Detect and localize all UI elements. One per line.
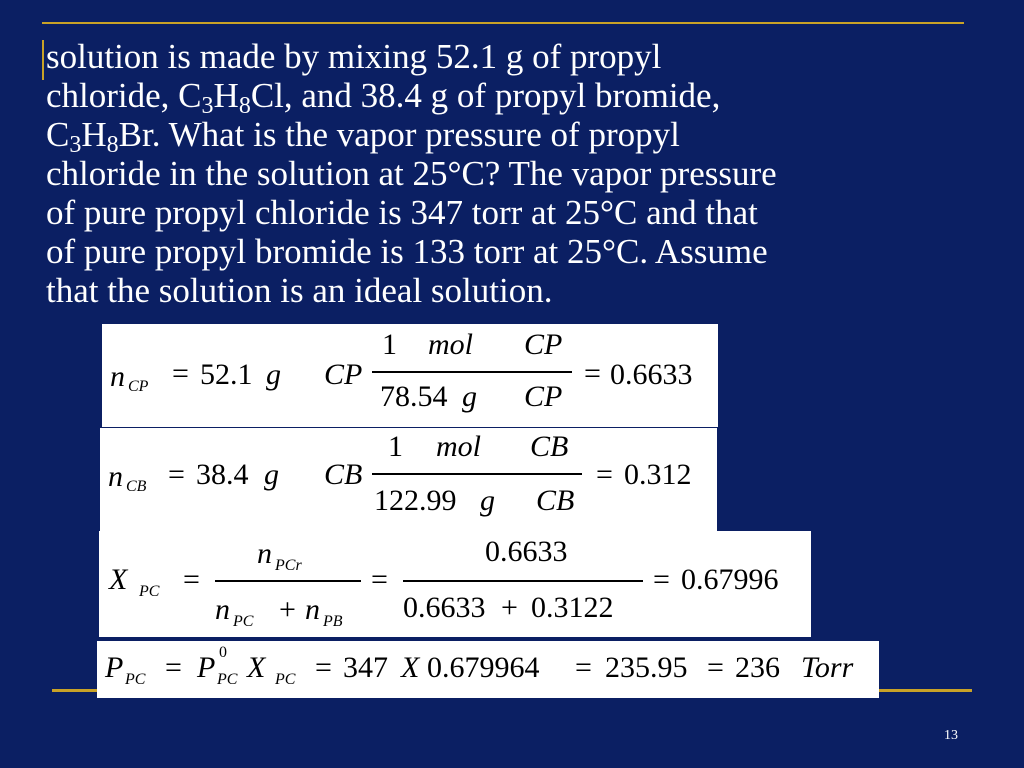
equation-mole-fraction: X PC = n PCr n PC + n PB = 0.6633 0.6633 + 0.3122 = 0.67996 <box>99 531 811 637</box>
page-number: 13 <box>944 728 958 743</box>
question-line-1: solution is made by mixing 52.1 g of propyl <box>46 37 662 76</box>
question-line-7: that the solution is an ideal solution. <box>46 271 553 310</box>
equation-vapor-pressure: P PC = P 0 PC X PC = 347 X 0.679964 = 235.95 = 236 Torr <box>97 641 879 698</box>
question-line-2: chloride, $C_3H_8Cl$, and 38.4 g of propyl bromide, <box>46 76 721 119</box>
left-accent-rule <box>42 40 44 80</box>
question-line-5: of pure propyl chloride is 347 torr at 25°C and that <box>46 193 758 232</box>
equation-moles-propyl-chloride: n CP = 52.1 g CP 1 mol CP 78.54 g CP = 0.6633 <box>102 324 718 427</box>
question-line-4: chloride in the solution at 25°C? The vapor pressure <box>46 154 777 193</box>
top-accent-rule <box>42 22 964 24</box>
question-text <box>46 37 1006 310</box>
question-line-6: of pure propyl bromide is 133 torr at 25°C. Assume <box>46 232 768 271</box>
question-line-3: $C_3H_8Br$. What is the vapor pressure of propyl <box>46 115 680 158</box>
equation-moles-propyl-bromide: n CB = 38.4 g CB 1 mol CB 122.99 g CB = 0.312 <box>100 428 717 531</box>
